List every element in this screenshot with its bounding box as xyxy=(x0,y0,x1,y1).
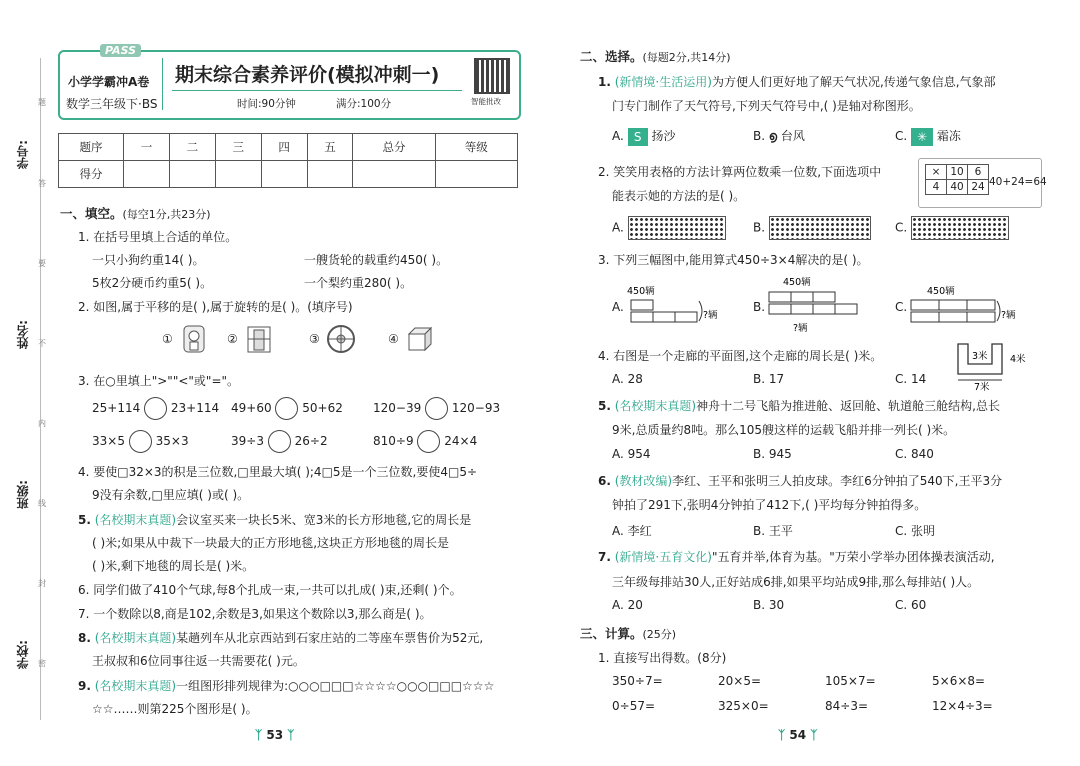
qr-label: 智能批改 xyxy=(471,97,501,106)
option: B. 945 xyxy=(753,447,792,461)
cut-mark: 题 xyxy=(38,98,46,107)
page-number-right xyxy=(778,728,817,742)
score-cell[interactable] xyxy=(124,161,170,188)
diagram-label: ?辆 xyxy=(703,310,718,321)
name-label: 姓名: xyxy=(16,320,30,349)
wheel-icon xyxy=(324,322,358,356)
calc-item: 84÷3= xyxy=(825,699,869,713)
compare-circle[interactable] xyxy=(268,430,291,453)
pass-logo: PASS xyxy=(100,44,141,57)
choice-q3-opt-a-letter: A. xyxy=(612,300,624,314)
choice-q2a: 2. 笑笑用表格的方法计算两位数乘一位数,下面选项中 xyxy=(598,165,882,179)
choice-q5b: 9米,总质量约8吨。那么105艘这样的运载飞船并排一列长( )米。 xyxy=(612,423,956,437)
option-letter: B. xyxy=(753,220,766,235)
table-cell: × xyxy=(926,165,947,180)
compare-left: 49+60 xyxy=(231,401,272,415)
calc-item: 325×0= xyxy=(718,699,769,713)
choice-q2-opt-c xyxy=(895,216,1009,240)
compare-right: 35×3 xyxy=(155,434,189,448)
score-header: 二 xyxy=(169,134,215,161)
compare-circle[interactable] xyxy=(275,397,298,420)
fill-q1d: 一个梨约重280( )。 xyxy=(304,276,413,290)
cut-mark: 不 xyxy=(38,339,46,348)
class-label: 班级: xyxy=(16,480,30,509)
compare-item xyxy=(373,397,500,420)
q2-equation: 40+24=64 xyxy=(989,176,1047,188)
score-header-row xyxy=(59,134,518,161)
diagram-label: 450辆 xyxy=(927,286,955,297)
score-header: 一 xyxy=(124,134,170,161)
score-cell[interactable] xyxy=(353,161,435,188)
score-row-label: 得分 xyxy=(59,161,124,188)
title-underline xyxy=(172,90,462,91)
score-cell[interactable] xyxy=(307,161,353,188)
diagram-label: 450辆 xyxy=(627,286,655,297)
table-cell: 24 xyxy=(968,180,989,195)
choice-q3-opt-b-letter: B. xyxy=(753,300,766,314)
option-letter: A. xyxy=(612,220,624,235)
q2-table-figure xyxy=(918,158,1047,208)
compare-circle[interactable] xyxy=(129,430,152,453)
fill-q9a: 9. (名校期末真题)一组图形排列规律为:○○○□□□☆☆☆☆○○○□□□☆☆☆ xyxy=(78,679,495,693)
dot-grid-icon xyxy=(628,216,726,240)
subject-grade: 数学三年级下·BS xyxy=(66,97,158,111)
choice-q2b: 能表示她的方法的是( )。 xyxy=(612,189,746,203)
score-cell[interactable] xyxy=(435,161,517,188)
page-number: 54 xyxy=(789,728,807,742)
section-title: 三、计算。 xyxy=(580,626,643,641)
school-label: 学校: xyxy=(16,640,30,669)
table-cell: 40 xyxy=(947,180,968,195)
choice-q1-opts xyxy=(612,127,675,146)
choice-q4: 4. 右图是一个走廊的平面图,这个走廊的周长是( )米。 xyxy=(598,349,883,363)
score-cell[interactable] xyxy=(215,161,261,188)
cut-mark: 内 xyxy=(38,419,46,428)
option: B. 17 xyxy=(753,372,785,386)
compare-right: 50+62 xyxy=(302,401,343,415)
fill-q9b: ☆☆……则第225个图形是( )。 xyxy=(92,702,258,716)
option: B. 30 xyxy=(753,598,785,612)
choice-q1-opts xyxy=(895,127,961,146)
compare-left: 25+114 xyxy=(92,401,141,415)
segment-diagram-c xyxy=(905,283,1030,333)
compare-right: 23+114 xyxy=(170,401,220,415)
compare-left: 33×5 xyxy=(92,434,125,448)
fill-q5b: ( )米;如果从中裁下一块最大的正方形地毯,这块正方形地毯的周长是 xyxy=(92,536,450,550)
option-letter: C. xyxy=(895,220,908,235)
student-id-label: 学号: xyxy=(16,140,30,169)
option: B. 王平 xyxy=(753,524,793,538)
option: A. 28 xyxy=(612,372,643,386)
typhoon-icon: ൭ xyxy=(768,129,778,143)
question-tag: (名校期末真题) xyxy=(94,513,177,527)
fill-q5a: 5. (名校期末真题)会议室买来一块长5米、宽3米的长方形地毯,它的周长是 xyxy=(78,513,472,527)
calc-item: 350÷7= xyxy=(612,674,663,688)
compare-circle[interactable] xyxy=(425,397,448,420)
choice-q7a: 7. (新情境·五育文化)"五育并举,体育为基。"万荣小学举办团体操表演活动, xyxy=(598,550,995,564)
fill-q1c: 5枚2分硬币约重5( )。 xyxy=(92,276,213,290)
question-tag: (新情境·生活运用) xyxy=(614,75,712,89)
series-name: 小学学霸冲A卷 xyxy=(68,75,150,89)
calc-item: 0÷57= xyxy=(612,699,656,713)
compare-right: 24×4 xyxy=(444,434,478,448)
table-cell: 6 xyxy=(968,165,989,180)
section-3-heading xyxy=(580,624,676,642)
choice-q1-opts xyxy=(753,127,805,144)
choice-q3: 3. 下列三幅图中,能用算式450÷3×4解决的是( )。 xyxy=(598,253,869,267)
choice-q1b: 门专门制作了天气符号,下列天气符号中,( )是轴对称图形。 xyxy=(612,99,921,113)
segment-diagram-b xyxy=(765,274,865,336)
option: C. 14 xyxy=(895,372,927,386)
q9-text: 一组图形排列规律为:○○○□□□☆☆☆☆○○○□□□☆☆☆ xyxy=(176,679,495,693)
cut-mark: 封 xyxy=(38,579,46,588)
page-number: 53 xyxy=(266,728,284,742)
q2-label: ③ xyxy=(309,332,320,346)
score-header: 五 xyxy=(307,134,353,161)
diagram-label: ?辆 xyxy=(1001,310,1016,321)
cut-mark: 答 xyxy=(38,179,46,188)
cut-mark: 要 xyxy=(38,259,46,268)
section-title: 二、选择。 xyxy=(580,49,643,64)
compare-right: 120−93 xyxy=(451,401,501,415)
section-title: 一、填空。 xyxy=(60,206,123,221)
fill-q1a: 一只小狗约重14( )。 xyxy=(92,253,205,267)
score-table xyxy=(58,133,518,188)
binding-line xyxy=(40,58,41,720)
table-cell: 10 xyxy=(947,165,968,180)
compare-item xyxy=(231,430,328,453)
q2-label: ② xyxy=(227,332,238,346)
score-header: 总分 xyxy=(353,134,435,161)
section-note: (每题2分,共14分) xyxy=(642,51,731,64)
option-text: 扬沙 xyxy=(651,129,676,143)
score-cell[interactable] xyxy=(169,161,215,188)
compare-right: 26÷2 xyxy=(294,434,328,448)
fill-q3: 3. 在○里填上">""<"或"="。 xyxy=(78,374,240,388)
q2-figure-1 xyxy=(162,322,211,356)
score-header: 题序 xyxy=(59,134,124,161)
q5-text: 神舟十二号飞船为推进舱、返回舱、轨道舱三舱结构,总长 xyxy=(696,399,1000,413)
question-tag: (名校期末真题) xyxy=(614,399,697,413)
compare-left: 120−39 xyxy=(373,401,422,415)
choice-q2-opt-b xyxy=(753,216,871,240)
compare-left: 810÷9 xyxy=(373,434,414,448)
dot-grid-icon xyxy=(769,216,871,240)
option: C. 60 xyxy=(895,598,927,612)
choice-q2-opt-a xyxy=(612,216,726,240)
score-header: 四 xyxy=(261,134,307,161)
sprout-icon: ᛉ xyxy=(255,728,267,742)
dim-label: 3米 xyxy=(972,351,988,362)
qr-code[interactable] xyxy=(474,58,510,94)
calc-item: 20×5= xyxy=(718,674,762,688)
compare-item xyxy=(92,397,219,420)
score-cell[interactable] xyxy=(261,161,307,188)
option: A. 954 xyxy=(612,447,651,461)
page-number-left xyxy=(255,728,294,742)
section-2-heading xyxy=(580,47,731,65)
q2-figure-4 xyxy=(388,322,437,356)
question-tag: (名校期末真题) xyxy=(94,679,177,693)
cut-mark: 密 xyxy=(38,659,46,668)
compare-circle[interactable] xyxy=(144,397,167,420)
segment-diagram-a xyxy=(625,283,725,333)
q7-text: "五育并举,体育为基。"万荣小学举办团体操表演活动, xyxy=(711,550,995,564)
fill-q1b: 一艘货轮的载重约450( )。 xyxy=(304,253,449,267)
fill-q4a: 4. 要使□32×3的积是三位数,□里最大填( );4□5是一个三位数,要使4□5÷ xyxy=(78,465,478,479)
q2-figure-3 xyxy=(309,322,358,356)
calc-item: 105×7= xyxy=(825,674,876,688)
compare-left: 39÷3 xyxy=(231,434,264,448)
calc-q1: 1. 直接写出得数。(8分) xyxy=(598,651,727,665)
q6-text: 李红、王平和张明三人拍皮球。李红6分钟拍了540下,王平3分 xyxy=(672,474,1003,488)
fill-q8a: 8. (名校期末真题)某趟列车从北京西站到石家庄站的二等座车票售价为52元, xyxy=(78,631,484,645)
drawer-icon xyxy=(403,322,437,356)
diagram-label: ?辆 xyxy=(793,323,808,334)
diagram-label: 450辆 xyxy=(783,277,811,288)
section-note: (每空1分,共23分) xyxy=(122,208,211,221)
fill-q8b: 王叔叔和6位同事往返一共需要花( )元。 xyxy=(92,654,305,668)
choice-q7b: 三年级每排站30人,正好站成6排,如果平均站成9排,那么每排站( )人。 xyxy=(612,575,980,589)
option-letter: B. xyxy=(753,129,766,143)
dim-label: 4米 xyxy=(1010,354,1026,365)
fill-q2: 2. 如图,属于平移的是( ),属于旋转的是( )。(填序号) xyxy=(78,300,353,314)
header-divider xyxy=(162,58,163,110)
multiplication-table xyxy=(925,164,989,195)
compare-item xyxy=(373,430,477,453)
fill-q6: 6. 同学们做了410个气球,每8个扎成一束,一共可以扎成( )束,还剩( )个。 xyxy=(78,583,462,597)
q1-text: 为方便人们更好地了解天气状况,传递气象信息,气象部 xyxy=(711,75,996,89)
option: C. 张明 xyxy=(895,524,936,538)
choice-q1a: 1. (新情境·生活运用)为方便人们更好地了解天气状况,传递气象信息,气象部 xyxy=(598,75,996,89)
q8-text: 某趟列车从北京西站到石家庄站的二等座车票售价为52元, xyxy=(176,631,484,645)
question-tag: (名校期末真题) xyxy=(94,631,177,645)
choice-q6a: 6. (教材改编)李红、王平和张明三人拍皮球。李红6分钟拍了540下,王平3分 xyxy=(598,474,1003,488)
option-text: 台风 xyxy=(780,129,805,143)
door-icon xyxy=(242,322,276,356)
q2-label: ④ xyxy=(388,332,399,346)
option: C. 840 xyxy=(895,447,934,461)
calc-item: 5×6×8= xyxy=(932,674,986,688)
q5-text: 会议室买来一块长5米、宽3米的长方形地毯,它的周长是 xyxy=(176,513,472,527)
sand-symbol-icon: S xyxy=(628,128,648,146)
compare-item xyxy=(231,397,343,420)
sprout-icon: ᛉ xyxy=(283,728,295,742)
option-letter: C. xyxy=(895,129,908,143)
question-tag: (教材改编) xyxy=(614,474,673,488)
exam-score: 满分:100分 xyxy=(336,98,392,110)
dot-grid-icon xyxy=(911,216,1009,240)
option: A. 20 xyxy=(612,598,643,612)
score-row xyxy=(59,161,518,188)
option-letter: A. xyxy=(612,129,624,143)
question-tag: (新情境·五育文化) xyxy=(614,550,712,564)
q2-label: ① xyxy=(162,332,173,346)
fill-q7: 7. 一个数除以8,商是102,余数是3,如果这个数除以3,那么商是( )。 xyxy=(78,607,432,621)
score-header: 三 xyxy=(215,134,261,161)
fill-q1: 1. 在括号里填上合适的单位。 xyxy=(78,230,238,244)
choice-q6b: 钟拍了291下,张明4分钟拍了412下,( )平均每分钟拍得多。 xyxy=(612,498,927,512)
exam-time: 时间:90分钟 xyxy=(237,98,296,110)
table-cell: 4 xyxy=(926,180,947,195)
frost-symbol-icon: ✳ xyxy=(911,128,933,146)
cut-mark: 线 xyxy=(38,499,46,508)
compare-item xyxy=(92,430,189,453)
section-note: (25分) xyxy=(642,628,677,641)
option-text: 霜冻 xyxy=(936,129,961,143)
sprout-icon: ᛉ xyxy=(806,728,818,742)
choice-q3-opt-c-letter: C. xyxy=(895,300,908,314)
corridor-plan xyxy=(952,340,1042,392)
choice-q5a: 5. (名校期末真题)神舟十二号飞船为推进舱、返回舱、轨道舱三舱结构,总长 xyxy=(598,399,1000,413)
exam-title: 期末综合素养评价(模拟冲刺一) xyxy=(175,64,440,86)
calc-item: 12×4÷3= xyxy=(932,699,993,713)
tower-icon xyxy=(177,322,211,356)
section-1-heading xyxy=(60,204,211,222)
option: A. 李红 xyxy=(612,524,652,538)
compare-circle[interactable] xyxy=(417,430,440,453)
dim-label: 7米 xyxy=(974,382,990,392)
fill-q4b: 9没有余数,□里应填( )或( )。 xyxy=(92,488,250,502)
score-header: 等级 xyxy=(435,134,517,161)
fill-q5c: ( )米,剩下地毯的周长是( )米。 xyxy=(92,559,255,573)
sprout-icon: ᛉ xyxy=(778,728,790,742)
q2-figure-2 xyxy=(227,322,276,356)
